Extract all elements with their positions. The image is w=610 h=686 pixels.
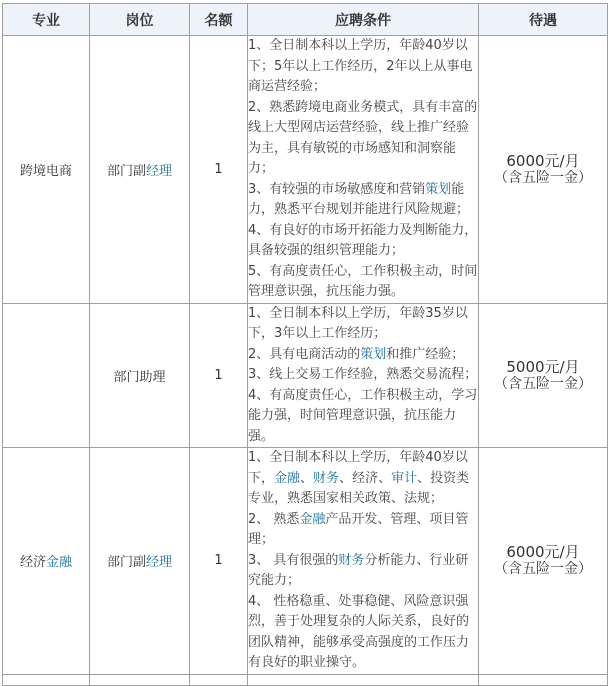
recruitment-table: [2, 3, 608, 686]
keyword-link[interactable]: 财务: [313, 470, 340, 486]
keyword-link[interactable]: 经理: [146, 555, 173, 571]
salary-cell: [479, 448, 608, 675]
table-row: [3, 36, 608, 304]
salary-amount: 6000元/月: [506, 543, 580, 562]
keyword-link[interactable]: 经理: [146, 163, 173, 179]
requirement-text: 1、全日制本科以上学历，年龄35岁以下，3年以上工作经历；: [248, 305, 468, 341]
requirement-item: [248, 98, 478, 180]
count-cell: 1: [190, 36, 248, 304]
requirement-text: 、投资类专业，熟悉国家相关政策、法规；: [248, 470, 470, 506]
requirement-text: 2、具有电商活动的: [248, 346, 361, 362]
requirement-item: [248, 592, 478, 674]
requirement-text: 、经济、: [339, 470, 392, 486]
requirement-item: [248, 221, 478, 262]
requirement-text: 3、有较强的市场敏感度和营销: [248, 181, 426, 197]
requirement-text: 3、 具有很强的: [248, 552, 339, 568]
salary-amount: 6000元/月: [506, 151, 580, 170]
requirement-text: 2、 熟悉: [248, 511, 300, 527]
requirement-text: 3、线上交易工作经验，熟悉交易流程；: [248, 367, 478, 382]
requirement-text: 4、有高度责任心，工作积极主动，学习能力强，时间管理意识强，抗压能力强。: [248, 387, 478, 444]
count-cell: 1: [190, 448, 248, 675]
requirements-cell: [248, 36, 479, 304]
major-cell: [3, 303, 90, 448]
requirement-item: [248, 448, 478, 510]
requirement-text: 4、 性格稳重、处事稳健、风险意识强烈，善于处理复杂的人际关系，良好的团队精神，能够承受高强度的工作压力有良好的职业操守。: [248, 593, 470, 670]
benefits-note: （含五险一金）: [494, 375, 592, 392]
requirements-cell: [248, 448, 479, 675]
requirement-text: 4、有良好的市场开拓能力及判断能力，具备较强的组织管理能力；: [248, 222, 478, 258]
header-salary: 待遇: [479, 4, 608, 36]
requirement-text: 、: [300, 470, 314, 486]
requirement-item: [248, 262, 478, 303]
header-row: [3, 4, 608, 36]
keyword-link[interactable]: 策划: [425, 181, 452, 197]
position-cell: 部门副经理: [90, 36, 190, 304]
requirement-text: 1、全日制本科以上学历，年龄40岁以下，: [248, 450, 468, 486]
requirement-item: [248, 180, 478, 221]
keyword-link[interactable]: 财务: [338, 552, 365, 568]
benefits-note: （含五险一金）: [494, 169, 592, 186]
table-row: [3, 303, 608, 448]
header-major: 专业: [3, 4, 90, 36]
requirement-item: [248, 36, 478, 98]
position-cell: 部门副经理: [90, 448, 190, 675]
salary-amount: 5000元/月: [506, 357, 580, 376]
requirements-cell: [248, 303, 479, 448]
table-row: [3, 448, 608, 675]
requirement-text: 产品开发、管理、项目管理；: [248, 511, 469, 547]
requirement-item: [248, 345, 478, 366]
keyword-link[interactable]: 审计: [391, 470, 418, 486]
header-count: 名额: [190, 4, 248, 36]
position-cell: 部门助理: [90, 303, 190, 448]
salary-cell: [479, 36, 608, 304]
header-requirements: 应聘条件: [248, 4, 479, 36]
requirement-text: 2、熟悉跨境电商业务模式，具有丰富的线上大型网店运营经验，线上推广经验为主，具有敏锐的市场感知和洞察能力；: [248, 99, 478, 176]
count-cell: 1: [190, 303, 248, 448]
keyword-link[interactable]: 金融: [299, 511, 326, 527]
requirement-item: [248, 304, 478, 345]
requirement-item: [248, 365, 478, 386]
requirement-text: 1、全日制本科以上学历，年龄40岁以下；5年以上工作经历，2年以上从事电商运营经验；: [248, 38, 473, 94]
requirement-item: [248, 510, 478, 551]
table-row-partial: [3, 674, 608, 685]
benefits-note: （含五险一金）: [494, 561, 592, 578]
header-position: 岗位: [90, 4, 190, 36]
keyword-link[interactable]: 策划: [360, 346, 387, 362]
requirement-text: 5、有高度责任心，工作积极主动，时间管理意识强，抗压能力强。: [248, 263, 478, 299]
major-cell: 跨境电商: [3, 36, 90, 304]
keyword-link[interactable]: 金融: [46, 555, 73, 571]
major-cell: 经济金融: [3, 448, 90, 675]
requirement-item: [248, 551, 478, 592]
requirement-text: 和推广经验；: [386, 346, 465, 362]
requirement-item: [248, 386, 478, 448]
keyword-link[interactable]: 金融: [274, 470, 301, 486]
requirement-text: 分析能力、行业研究能力；: [248, 552, 469, 588]
requirement-text: 能力，熟悉平台规划并能进行风险规避；: [248, 181, 470, 217]
salary-cell: [479, 303, 608, 448]
